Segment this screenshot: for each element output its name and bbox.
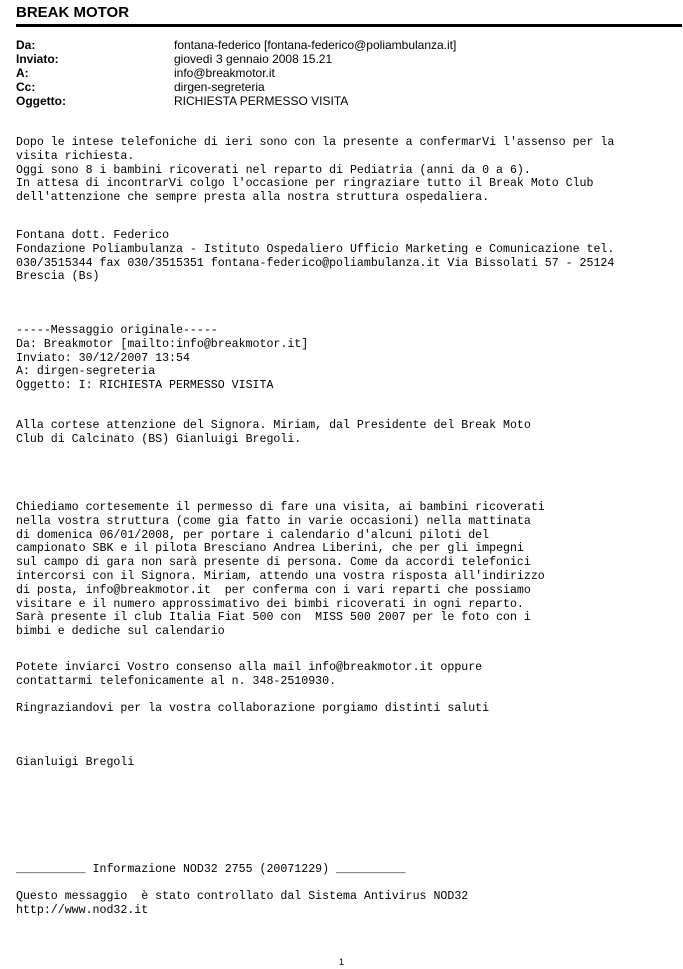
request-line: Chiediamo cortesemente il permesso di fare una visita, ai bambini ricoverati [16, 501, 545, 514]
original-line: Inviato: 30/12/2007 13:54 [16, 351, 190, 365]
body-line: dell'attenzione che sempre presta alla nostra struttura ospedaliera. [16, 191, 490, 205]
attention-line: Alla cortese attenzione del Signora. Miriam, dal Presidente del Break Moto [16, 419, 531, 432]
request-line: di domenica 06/01/2008, per portare i calendario d'alcuni piloti del [16, 528, 490, 542]
subject-value: RICHIESTA PERMESSO VISITA [174, 94, 349, 108]
cc-value: dirgen-segreteria [174, 80, 265, 94]
request-line: bimbi e dediche sul calendario [16, 625, 225, 639]
attention-line: Club di Calcinato (BS) Gianluigi Bregoli. [16, 432, 302, 446]
request-line: visitare e il numero approssimativo dei bimbi ricoverati in ogni reparto. [16, 597, 524, 611]
body-line: In attesa di incontrarVi colgo l'occasione per ringraziare tutto il Break Moto Club [16, 177, 594, 191]
signature-line: Brescia (Bs) [16, 270, 100, 284]
request-line: nella vostra struttura (come gia fatto in varie occasioni) nella mattinata [16, 514, 531, 528]
request-paragraph [16, 501, 545, 639]
signature-line: 030/3515344 fax 030/3515351 fontana-federico@poliambulanza.it Via Bissolati 57 - 25124 [16, 256, 615, 270]
original-line: Oggetto: I: RICHIESTA PERMESSO VISITA [16, 379, 274, 393]
antivirus-notice [16, 890, 468, 918]
body-line: visita richiesta. [16, 149, 135, 163]
signature-line: Fondazione Poliambulanza - Istituto Ospedaliero Ufficio Marketing e Comunicazione tel. [16, 242, 615, 256]
sent-label: Inviato: [16, 52, 59, 66]
page-header [16, 4, 682, 27]
original-line: Da: Breakmotor [mailto:info@breakmotor.it] [16, 337, 309, 351]
signature-line: Fontana dott. Federico [16, 229, 170, 242]
header-subject [16, 94, 676, 108]
subject-label: Oggetto: [16, 94, 66, 108]
request-line: intercorsi con il Signora. Miriam, attendo una vostra risposta all'indirizzo [16, 569, 545, 583]
to-value: info@breakmotor.it [174, 66, 275, 80]
brand-title: BREAK MOTOR [16, 4, 130, 21]
signature-block [16, 229, 614, 284]
body-line: Oggi sono 8 i bambini ricoverati nel reparto di Pediatria (anni da 0 a 6). [16, 163, 531, 177]
header-sent [16, 52, 676, 66]
page-number: 1 [338, 957, 344, 967]
request-line: sul campo di gara non sarà presente di persona. Come da accordi telefonici [16, 556, 531, 570]
request-line: Sarà presente il club Italia Fiat 500 con MISS 500 2007 per le foto con i [16, 611, 531, 625]
email-headers [16, 38, 676, 108]
to-label: A: [16, 66, 29, 80]
contact-paragraph [16, 661, 482, 689]
sender-signature [16, 756, 134, 770]
reply-body [16, 136, 614, 205]
antivirus-line: Questo messaggio è stato controllato dal Sistema Antivirus NOD32 [16, 890, 469, 903]
header-cc [16, 80, 676, 94]
from-label: Da: [16, 38, 36, 52]
thanks-paragraph [16, 702, 489, 716]
original-line: A: dirgen-segreteria [16, 365, 156, 379]
request-line: di posta, info@breakmotor.it per conferma con i vari reparti che possiamo [16, 583, 531, 597]
antivirus-info-line: __________ Informazione NOD32 2755 (20071229) __________ [16, 863, 406, 876]
contact-line: contattarmi telefonicamente al n. 348-2510930. [16, 674, 337, 688]
thanks-line: Ringraziandovi per la vostra collaborazione porgiamo distinti saluti [16, 702, 490, 715]
antivirus-info [16, 863, 406, 877]
from-value: fontana-federico [fontana-federico@poliambulanza.it] [174, 38, 457, 52]
header-rule [16, 24, 682, 27]
header-from [16, 38, 676, 52]
body-line: Dopo le intese telefoniche di ieri sono con la presente a confermarVi l'assenso per la [16, 136, 615, 149]
original-line: -----Messaggio originale----- [16, 324, 218, 337]
cc-label: Cc: [16, 80, 36, 94]
sent-value: giovedì 3 gennaio 2008 15.21 [174, 52, 333, 66]
original-message-headers [16, 324, 308, 393]
contact-line: Potete inviarci Vostro consenso alla mail info@breakmotor.it oppure [16, 661, 483, 674]
antivirus-link[interactable]: http://www.nod32.it [16, 903, 149, 917]
sender-name: Gianluigi Bregoli [16, 756, 135, 769]
attention-paragraph [16, 419, 531, 447]
header-to [16, 66, 676, 80]
request-line: campionato SBK e il pilota Bresciano Andrea Liberini, che per gli impegni [16, 542, 524, 556]
